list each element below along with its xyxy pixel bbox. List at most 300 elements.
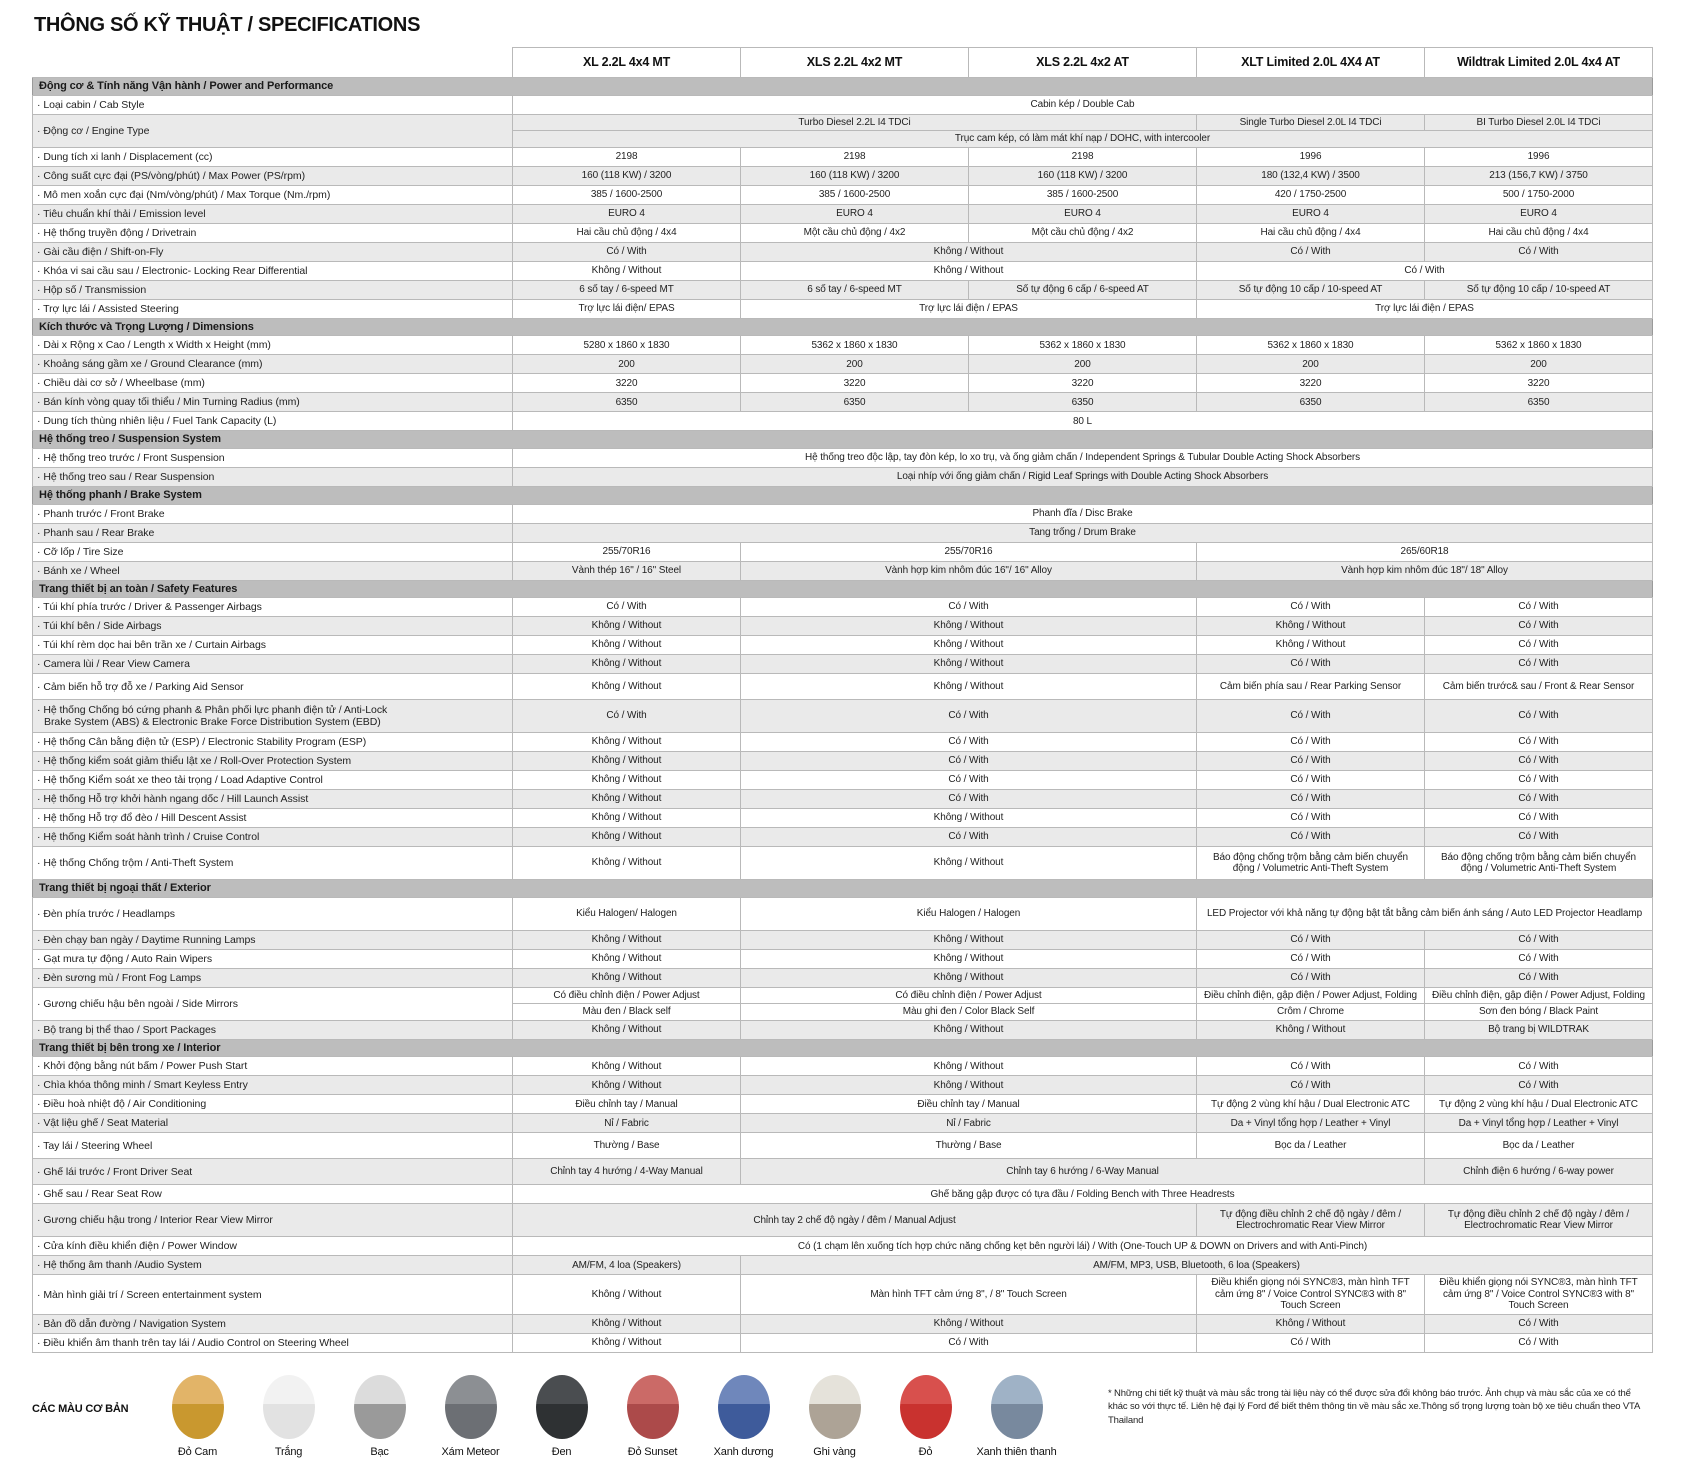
spec-value: Có / With	[1197, 828, 1425, 847]
color-name-label: Bạc	[370, 1445, 389, 1458]
spec-value: Có / With	[1425, 1057, 1653, 1076]
spec-label: · Tiêu chuẩn khí thải / Emission level	[33, 204, 513, 223]
spec-value: Tang trống / Drum Brake	[513, 523, 1653, 542]
spec-label: · Gạt mưa tự động / Auto Rain Wipers	[33, 949, 513, 968]
spec-value: Không / Without	[741, 636, 1197, 655]
spec-value: 5362 x 1860 x 1830	[741, 336, 969, 355]
spec-row	[33, 700, 1653, 733]
page-title: THÔNG SỐ KỸ THUẬT / SPECIFICATIONS	[34, 14, 421, 36]
spec-value: Kiểu Halogen/ Halogen	[513, 897, 741, 930]
color-name-label: Đỏ	[918, 1445, 933, 1458]
spec-value: Cảm biến trước& sau / Front & Rear Sensor	[1425, 674, 1653, 700]
spec-value: 420 / 1750-2500	[1197, 185, 1425, 204]
spec-label: · Vật liệu ghế / Seat Material	[33, 1114, 513, 1133]
spec-value: Không / Without	[741, 655, 1197, 674]
spec-value: 213 (156,7 KW) / 3750	[1425, 166, 1653, 185]
spec-value: Có / With	[1425, 771, 1653, 790]
spec-value: 6350	[1197, 393, 1425, 412]
spec-label: · Hệ thống treo sau / Rear Suspension	[33, 467, 513, 486]
spec-value: Không / Without	[513, 1057, 741, 1076]
spec-value: Không / Without	[1197, 617, 1425, 636]
spec-value: Có / With	[513, 598, 741, 617]
spec-value: Có / With	[513, 700, 741, 733]
spec-value: 180 (132,4 KW) / 3500	[1197, 166, 1425, 185]
spec-value: Màu đen / Black self	[513, 1004, 741, 1021]
spec-label: · Trợ lực lái / Assisted Steering	[33, 299, 513, 318]
spec-label: · Ghế sau / Rear Seat Row	[33, 1185, 513, 1204]
spec-value: Có / With	[1197, 790, 1425, 809]
spec-value: 3220	[969, 374, 1197, 393]
spec-row	[33, 467, 1653, 486]
spec-value: Điều khiển giọng nói SYNC®3, màn hình TFT cảm ứng 8" / Voice Control SYNC®3 with 8" Touch Screen	[1425, 1275, 1653, 1315]
spec-value: Không / Without	[741, 1020, 1197, 1039]
spec-value: Điều chỉnh tay / Manual	[741, 1095, 1197, 1114]
spec-label: · Bán kính vòng quay tối thiểu / Min Turning Radius (mm)	[33, 393, 513, 412]
spec-value: Không / Without	[741, 1076, 1197, 1095]
column-header-1: XL 2.2L 4x4 MT	[513, 48, 741, 78]
spec-value: Một cầu chủ động / 4x2	[741, 223, 969, 242]
column-header-4: XLT Limited 2.0L 4X4 AT	[1197, 48, 1425, 78]
spec-row	[33, 987, 1653, 1004]
spec-label: · Hệ thống Chống bó cứng phanh & Phân phối lực phanh điện tử / Anti-Lock Brake System (ABS) & Electronic Brake Force Distribution System (EBD)	[33, 700, 513, 733]
spec-value: 385 / 1600-2500	[969, 185, 1197, 204]
spec-row	[33, 223, 1653, 242]
spec-value: Báo động chống trộm bằng cảm biến chuyển động / Volumetric Anti-Theft System	[1425, 847, 1653, 880]
color-chip	[809, 1375, 861, 1439]
table-body	[33, 78, 1653, 1353]
spec-value: Có / With	[1425, 949, 1653, 968]
spec-label: · Tay lái / Steering Wheel	[33, 1133, 513, 1159]
spec-label: · Dài x Rộng x Cao / Length x Width x Height (mm)	[33, 336, 513, 355]
spec-value: 3220	[1197, 374, 1425, 393]
spec-value: 5280 x 1860 x 1830	[513, 336, 741, 355]
spec-row	[33, 733, 1653, 752]
spec-label: · Điều hoà nhiệt độ / Air Conditioning	[33, 1095, 513, 1114]
spec-value: 160 (118 KW) / 3200	[513, 166, 741, 185]
spec-value: Có / With	[1425, 930, 1653, 949]
spec-value: Có / With	[1425, 1076, 1653, 1095]
spec-value: Da + Vinyl tổng hợp / Leather + Vinyl	[1197, 1114, 1425, 1133]
spec-value: EURO 4	[741, 204, 969, 223]
spec-value: EURO 4	[513, 204, 741, 223]
spec-value: Trợ lực lái điện / EPAS	[1197, 299, 1653, 318]
spec-value: Có / With	[1197, 968, 1425, 987]
spec-label: · Phanh trước / Front Brake	[33, 504, 513, 523]
spec-value: AM/FM, MP3, USB, Bluetooth, 6 loa (Speakers)	[741, 1256, 1653, 1275]
color-swatch-item	[243, 1375, 334, 1458]
spec-value: Không / Without	[513, 617, 741, 636]
color-swatch-item	[152, 1375, 243, 1458]
column-header-2: XLS 2.2L 4x2 MT	[741, 48, 969, 78]
spec-value: Có / With	[1197, 930, 1425, 949]
spec-label: · Bản đồ dẫn đường / Navigation System	[33, 1314, 513, 1333]
spec-row	[33, 790, 1653, 809]
color-chip	[354, 1375, 406, 1439]
spec-value: 500 / 1750-2000	[1425, 185, 1653, 204]
colors-section	[32, 1375, 1652, 1458]
spec-value: Có (1 chạm lên xuống tích hợp chức năng chống kẹt bên người lái) / With (One-Touch UP & DOWN on Drivers and with Anti-Pinch)	[513, 1237, 1653, 1256]
spec-value: Vành hợp kim nhôm đúc 16"/ 16" Alloy	[741, 561, 1197, 580]
spec-value: Hai cầu chủ động / 4x4	[1425, 223, 1653, 242]
spec-value: Không / Without	[513, 790, 741, 809]
color-name-label: Xám Meteor	[441, 1445, 500, 1458]
spec-label: · Cỡ lốp / Tire Size	[33, 542, 513, 561]
spec-value: Không / Without	[513, 847, 741, 880]
spec-row	[33, 448, 1653, 467]
spec-row	[33, 1095, 1653, 1114]
color-name-label: Xanh dương	[713, 1445, 774, 1458]
spec-row	[33, 752, 1653, 771]
spec-value: Single Turbo Diesel 2.0L I4 TDCi	[1197, 114, 1425, 131]
color-name-label: Đen	[551, 1445, 572, 1458]
spec-value: Có / With	[1425, 752, 1653, 771]
section-header-row	[33, 431, 1653, 449]
spec-value: 200	[1197, 355, 1425, 374]
spec-value: 3220	[741, 374, 969, 393]
spec-row	[33, 1057, 1653, 1076]
spec-value: Có / With	[1425, 1314, 1653, 1333]
spec-value: 255/70R16	[513, 542, 741, 561]
spec-value: Có / With	[741, 700, 1197, 733]
spec-value: 5362 x 1860 x 1830	[969, 336, 1197, 355]
spec-value: Có / With	[741, 828, 1197, 847]
spec-value: Điều khiển giọng nói SYNC®3, màn hình TFT cảm ứng 8" / Voice Control SYNC®3 with 8" Touch Screen	[1197, 1275, 1425, 1315]
color-swatch-item	[971, 1375, 1062, 1458]
spec-value: Không / Without	[513, 1333, 741, 1352]
spec-row	[33, 336, 1653, 355]
spec-label: · Hệ thống Hỗ trợ đổ đèo / Hill Descent Assist	[33, 809, 513, 828]
spec-label: · Hộp số / Transmission	[33, 280, 513, 299]
spec-value: Không / Without	[513, 636, 741, 655]
spec-value: 160 (118 KW) / 3200	[969, 166, 1197, 185]
spec-value: 255/70R16	[741, 542, 1197, 561]
section-title: Hệ thống treo / Suspension System	[33, 431, 1653, 449]
spec-value: Không / Without	[513, 1020, 741, 1039]
spec-value: Ghế băng gập được có tựa đầu / Folding Bench with Three Headrests	[513, 1185, 1653, 1204]
spec-value: Có / With	[1425, 733, 1653, 752]
spec-value: Hai cầu chủ động / 4x4	[513, 223, 741, 242]
spec-row	[33, 114, 1653, 131]
spec-row	[33, 930, 1653, 949]
spec-label: · Túi khí bên / Side Airbags	[33, 617, 513, 636]
spec-row	[33, 261, 1653, 280]
spec-value: Không / Without	[513, 733, 741, 752]
spec-value: Có / With	[1425, 1333, 1653, 1352]
spec-label: · Hệ thống Chống trộm / Anti-Theft System	[33, 847, 513, 880]
spec-value: 3220	[1425, 374, 1653, 393]
spec-label: · Loại cabin / Cab Style	[33, 95, 513, 114]
section-header-row	[33, 318, 1653, 336]
spec-row	[33, 828, 1653, 847]
spec-label: · Ghế lái trước / Front Driver Seat	[33, 1159, 513, 1185]
spec-value: Có / With	[1425, 598, 1653, 617]
spec-value: Không / Without	[741, 617, 1197, 636]
spec-value: Có điều chỉnh điện / Power Adjust	[513, 987, 741, 1004]
spec-label: · Cửa kính điều khiển điện / Power Window	[33, 1237, 513, 1256]
spec-label: · Màn hình giải trí / Screen entertainment system	[33, 1275, 513, 1315]
spec-label: · Chiều dài cơ sở / Wheelbase (mm)	[33, 374, 513, 393]
spec-value: Không / Without	[513, 828, 741, 847]
spec-value: Không / Without	[741, 968, 1197, 987]
spec-label: · Khoảng sáng gầm xe / Ground Clearance (mm)	[33, 355, 513, 374]
spec-value: Bộ trang bị WILDTRAK	[1425, 1020, 1653, 1039]
spec-value: Có / With	[1425, 655, 1653, 674]
section-header-row	[33, 580, 1653, 598]
spec-value: Tự động 2 vùng khí hậu / Dual Electronic ATC	[1425, 1095, 1653, 1114]
spec-value: Bọc da / Leather	[1425, 1133, 1653, 1159]
spec-row	[33, 412, 1653, 431]
spec-label: · Camera lùi / Rear View Camera	[33, 655, 513, 674]
footnote-text: * Những chi tiết kỹ thuật và màu sắc trong tài liệu này có thể được sửa đổi không báo trước. Ảnh chụp và màu sắc của xe có thể khác so với thực tế. Liên hệ đại lý Ford để biết thêm thông tin về màu sắc xe.Thông số trọng lượng toàn bộ xe tiêu chuẩn theo VTA Thailand	[1108, 1387, 1640, 1426]
spec-value: Không / Without	[741, 674, 1197, 700]
spec-value: Có / With	[741, 1333, 1197, 1352]
spec-label: · Hệ thống treo trước / Front Suspension	[33, 448, 513, 467]
spec-value: Không / Without	[741, 930, 1197, 949]
spec-value: 6350	[1425, 393, 1653, 412]
spec-label: · Dung tích xi lanh / Displacement (cc)	[33, 147, 513, 166]
spec-value: Có / With	[1197, 1333, 1425, 1352]
spec-value: Có / With	[741, 733, 1197, 752]
spec-label: · Hệ thống kiểm soát giảm thiểu lật xe / Roll-Over Protection System	[33, 752, 513, 771]
spec-label: · Khởi động bằng nút bấm / Power Push Start	[33, 1057, 513, 1076]
spec-value: Chỉnh tay 2 chế độ ngày / đêm / Manual Adjust	[513, 1204, 1197, 1237]
spec-value: Số tự động 10 cấp / 10-speed AT	[1425, 280, 1653, 299]
spec-value: 160 (118 KW) / 3200	[741, 166, 969, 185]
spec-value: Thường / Base	[513, 1133, 741, 1159]
color-chip	[900, 1375, 952, 1439]
section-header-row	[33, 880, 1653, 898]
spec-row	[33, 204, 1653, 223]
spec-value: Không / Without	[741, 847, 1197, 880]
spec-row	[33, 1114, 1653, 1133]
spec-value: 5362 x 1860 x 1830	[1425, 336, 1653, 355]
spec-value: EURO 4	[969, 204, 1197, 223]
spec-value: Không / Without	[513, 1275, 741, 1315]
spec-value: Điều chỉnh điện, gập điện / Power Adjust, Folding	[1425, 987, 1653, 1004]
color-chip	[263, 1375, 315, 1439]
spec-label: · Chìa khóa thông minh / Smart Keyless Entry	[33, 1076, 513, 1095]
spec-value: Có / With	[1425, 790, 1653, 809]
spec-label: · Phanh sau / Rear Brake	[33, 523, 513, 542]
spec-value: Có / With	[1197, 752, 1425, 771]
spec-value: Không / Without	[513, 949, 741, 968]
color-swatch-item	[698, 1375, 789, 1458]
spec-value: AM/FM, 4 loa (Speakers)	[513, 1256, 741, 1275]
spec-value: Không / Without	[513, 968, 741, 987]
spec-label: · Động cơ / Engine Type	[33, 114, 513, 147]
color-swatch-item	[425, 1375, 516, 1458]
spec-value: 1996	[1197, 147, 1425, 166]
color-swatch-item	[880, 1375, 971, 1458]
spec-row	[33, 1275, 1653, 1315]
spec-value: Tự động điều chỉnh 2 chế độ ngày / đêm / Electrochromatic Rear View Mirror	[1197, 1204, 1425, 1237]
spec-value: Không / Without	[513, 752, 741, 771]
table-header	[33, 48, 1653, 78]
color-swatch-list	[152, 1375, 1100, 1458]
section-title: Trang thiết bị bên trong xe / Interior	[33, 1039, 1653, 1057]
spec-value: Có / With	[513, 242, 741, 261]
header-blank-cell	[33, 48, 513, 78]
spec-value: Cảm biến phía sau / Rear Parking Sensor	[1197, 674, 1425, 700]
spec-value: Số tự động 10 cấp / 10-speed AT	[1197, 280, 1425, 299]
spec-row	[33, 968, 1653, 987]
spec-row	[33, 897, 1653, 930]
spec-row	[33, 847, 1653, 880]
spec-label: · Đèn sương mù / Front Fog Lamps	[33, 968, 513, 987]
section-header-row	[33, 1039, 1653, 1057]
spec-value: Nỉ / Fabric	[513, 1114, 741, 1133]
spec-value: Không / Without	[513, 809, 741, 828]
color-name-label: Ghi vàng	[813, 1445, 856, 1458]
section-title: Động cơ & Tính năng Vận hành / Power and Performance	[33, 78, 1653, 96]
spec-value: Hệ thống treo độc lập, tay đòn kép, lo xo trụ, và ống giảm chấn / Independent Springs & Tubular Double Acting Shock Absorbers	[513, 448, 1653, 467]
spec-value: 1996	[1425, 147, 1653, 166]
color-name-label: Đỏ Sunset	[627, 1445, 678, 1458]
spec-value: Có / With	[1197, 809, 1425, 828]
spec-label: · Túi khí phía trước / Driver & Passenger Airbags	[33, 598, 513, 617]
color-chip	[718, 1375, 770, 1439]
spec-row	[33, 617, 1653, 636]
spec-value: Không / Without	[513, 1076, 741, 1095]
spec-label: · Cảm biến hỗ trợ đỗ xe / Parking Aid Sensor	[33, 674, 513, 700]
section-title: Trang thiết bị ngoại thất / Exterior	[33, 880, 1653, 898]
spec-value: Không / Without	[513, 655, 741, 674]
spec-label: · Đèn chạy ban ngày / Daytime Running Lamps	[33, 930, 513, 949]
spec-value: Không / Without	[741, 1314, 1197, 1333]
spec-value: Cabin kép / Double Cab	[513, 95, 1653, 114]
spec-value: Chỉnh điện 6 hướng / 6-way power	[1425, 1159, 1653, 1185]
spec-value: Trợ lực lái điện / EPAS	[741, 299, 1197, 318]
spec-value: Crôm / Chrome	[1197, 1004, 1425, 1021]
spec-label: · Gương chiếu hậu bên ngoài / Side Mirrors	[33, 987, 513, 1020]
spec-row	[33, 355, 1653, 374]
spec-value: Vành hợp kim nhôm đúc 18"/ 18" Alloy	[1197, 561, 1653, 580]
spec-value: Không / Without	[513, 930, 741, 949]
spec-label: · Công suất cực đại (PS/vòng/phút) / Max Power (PS/rpm)	[33, 166, 513, 185]
spec-value: Bọc da / Leather	[1197, 1133, 1425, 1159]
spec-value: Số tự động 6 cấp / 6-speed AT	[969, 280, 1197, 299]
spec-value: Không / Without	[513, 261, 741, 280]
spec-label: · Gài cầu điện / Shift-on-Fly	[33, 242, 513, 261]
spec-label: · Hệ thống Hỗ trợ khởi hành ngang dốc / Hill Launch Assist	[33, 790, 513, 809]
spec-value: Kiểu Halogen / Halogen	[741, 897, 1197, 930]
colors-heading: CÁC MÀU CƠ BẢN	[32, 1402, 129, 1415]
spec-value: 385 / 1600-2500	[513, 185, 741, 204]
color-name-label: Trắng	[274, 1445, 303, 1458]
section-title: Kích thước và Trọng Lượng / Dimensions	[33, 318, 1653, 336]
section-title: Hệ thống phanh / Brake System	[33, 486, 1653, 504]
spec-value: Không / Without	[741, 949, 1197, 968]
spec-label: · Hệ thống Kiểm soát xe theo tải trọng / Load Adaptive Control	[33, 771, 513, 790]
spec-value: Trục cam kép, có làm mát khí nạp / DOHC, with intercooler	[513, 131, 1653, 148]
spec-row	[33, 504, 1653, 523]
spec-row	[33, 771, 1653, 790]
spec-row	[33, 1256, 1653, 1275]
spec-row	[33, 299, 1653, 318]
color-chip	[172, 1375, 224, 1439]
spec-value: 200	[969, 355, 1197, 374]
spec-value: 200	[1425, 355, 1653, 374]
spec-value: 80 L	[513, 412, 1653, 431]
spec-value: 2198	[741, 147, 969, 166]
spec-value: 6350	[513, 393, 741, 412]
spec-value: Màu ghi đen / Color Black Self	[741, 1004, 1197, 1021]
spec-value: Điều chỉnh tay / Manual	[513, 1095, 741, 1114]
spec-value: Có / With	[1425, 828, 1653, 847]
spec-row	[33, 674, 1653, 700]
spec-value: Màn hình TFT cảm ứng 8", / 8" Touch Screen	[741, 1275, 1197, 1315]
spec-label: · Mô men xoắn cực đại (Nm/vòng/phút) / Max Torque (Nm./rpm)	[33, 185, 513, 204]
spec-value: Turbo Diesel 2.2L I4 TDCi	[513, 114, 1197, 131]
spec-row	[33, 1020, 1653, 1039]
spec-value: Có / With	[1197, 242, 1425, 261]
spec-value: BI Turbo Diesel 2.0L I4 TDCi	[1425, 114, 1653, 131]
color-chip	[991, 1375, 1043, 1439]
column-header-3: XLS 2.2L 4x2 AT	[969, 48, 1197, 78]
spec-row	[33, 949, 1653, 968]
spec-value: 200	[513, 355, 741, 374]
spec-value: Có / With	[1197, 949, 1425, 968]
spec-value: Thường / Base	[741, 1133, 1197, 1159]
spec-value: Tự động điều chỉnh 2 chế độ ngày / đêm / Electrochromatic Rear View Mirror	[1425, 1204, 1653, 1237]
spec-value: Không / Without	[513, 1314, 741, 1333]
spec-row	[33, 1314, 1653, 1333]
spec-value: Có / With	[1197, 261, 1653, 280]
spec-value: Không / Without	[741, 1057, 1197, 1076]
spec-label: · Gương chiếu hậu trong / Interior Rear View Mirror	[33, 1204, 513, 1237]
spec-row	[33, 1133, 1653, 1159]
spec-row	[33, 561, 1653, 580]
color-chip	[445, 1375, 497, 1439]
spec-row	[33, 1333, 1653, 1352]
spec-value: Có / With	[1197, 598, 1425, 617]
color-chip	[627, 1375, 679, 1439]
spec-value: Có / With	[1425, 968, 1653, 987]
color-name-label: Xanh thiên thanh	[976, 1445, 1057, 1458]
spec-value: Có / With	[1425, 636, 1653, 655]
color-swatch-item	[516, 1375, 607, 1458]
spec-row	[33, 1159, 1653, 1185]
spec-label: · Hệ thống Cân bằng điện tử (ESP) / Electronic Stability Program (ESP)	[33, 733, 513, 752]
spec-label: · Điều khiển âm thanh trên tay lái / Audio Control on Steering Wheel	[33, 1333, 513, 1352]
spec-value: Chỉnh tay 4 hướng / 4-Way Manual	[513, 1159, 741, 1185]
spec-row	[33, 147, 1653, 166]
spec-label: · Túi khí rèm dọc hai bên trần xe / Curtain Airbags	[33, 636, 513, 655]
section-header-row	[33, 78, 1653, 96]
spec-row	[33, 598, 1653, 617]
spec-value: 2198	[513, 147, 741, 166]
color-swatch-item	[789, 1375, 880, 1458]
spec-value: Có / With	[1425, 700, 1653, 733]
spec-value: Có điều chỉnh điện / Power Adjust	[741, 987, 1197, 1004]
spec-value: Báo động chống trộm bằng cảm biến chuyển động / Volumetric Anti-Theft System	[1197, 847, 1425, 880]
spec-row	[33, 1237, 1653, 1256]
spec-value: Có / With	[1197, 1076, 1425, 1095]
spec-value: Có / With	[741, 752, 1197, 771]
spec-value: Có / With	[1425, 242, 1653, 261]
color-swatch-item	[607, 1375, 698, 1458]
spec-label: · Dung tích thùng nhiên liệu / Fuel Tank Capacity (L)	[33, 412, 513, 431]
spec-value: Có / With	[741, 790, 1197, 809]
color-chip	[536, 1375, 588, 1439]
spec-value: Nỉ / Fabric	[741, 1114, 1197, 1133]
spec-value: 200	[741, 355, 969, 374]
spec-value: Không / Without	[513, 674, 741, 700]
spec-value: 6 số tay / 6-speed MT	[513, 280, 741, 299]
spec-value: Có / With	[1197, 1057, 1425, 1076]
spec-value: EURO 4	[1425, 204, 1653, 223]
spec-label: · Hệ thống Kiểm soát hành trình / Cruise Control	[33, 828, 513, 847]
